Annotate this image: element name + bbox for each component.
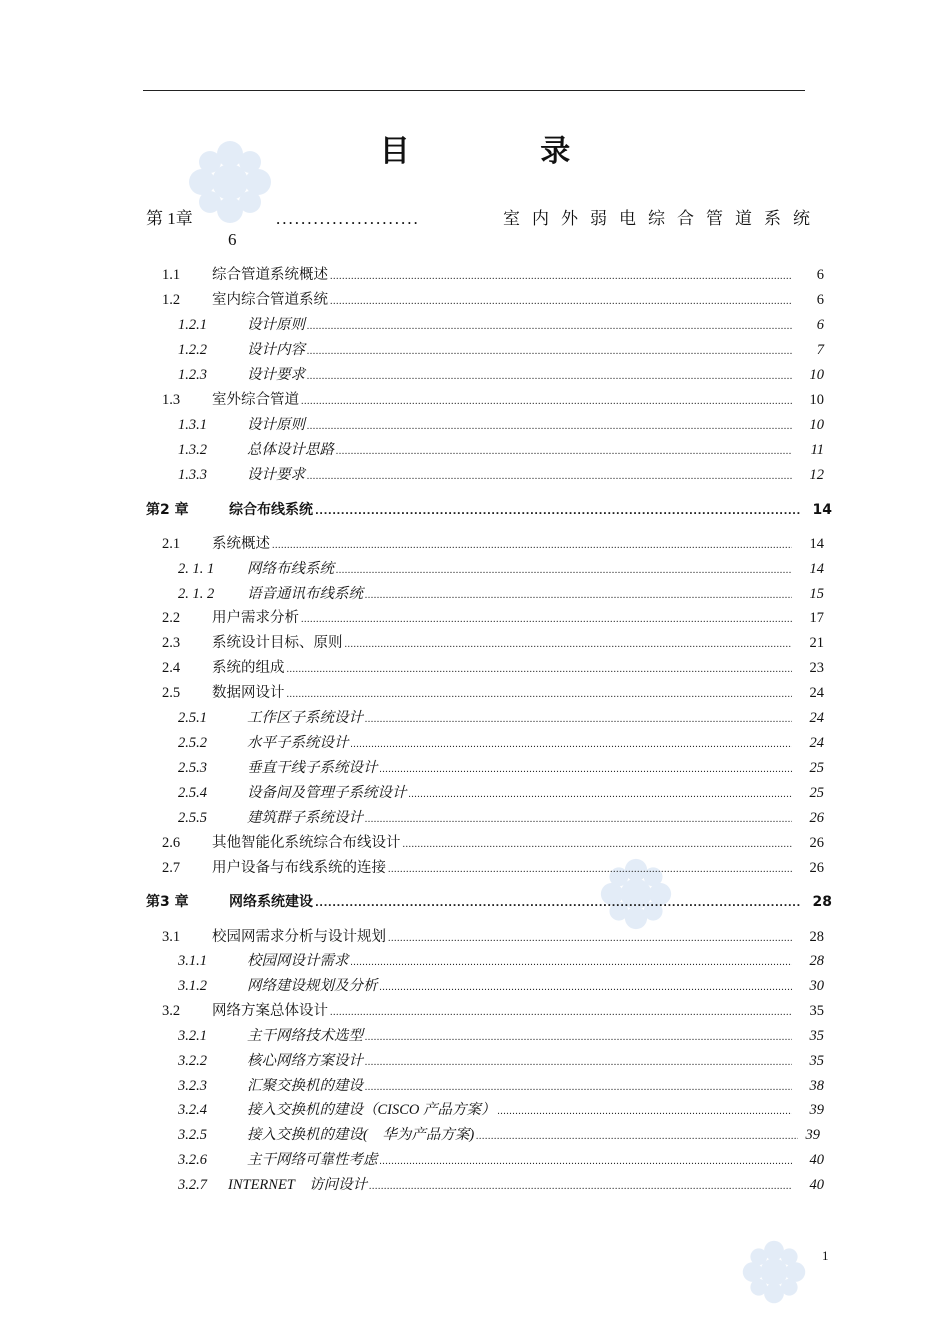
toc-entry[interactable]: 2.5 数据网设计 ..... 24 — [162, 684, 824, 702]
chapter-number: 第 1章 — [146, 209, 193, 228]
header-rule — [143, 90, 805, 91]
toc-entry[interactable]: 2.2 用户需求分析 ..... 17 — [162, 609, 824, 627]
toc-entry[interactable]: 1.2 室内综合管道系统 ..... 6 — [162, 291, 824, 309]
toc-chapter-1[interactable] — [146, 204, 822, 249]
toc-subentry[interactable]: 1.3.2 总体设计思路 ..... 11 — [178, 441, 824, 459]
chapter-title: 室内外弱电综合管道系统 — [503, 209, 822, 228]
toc-entry[interactable]: 2.7 用户设备与布线系统的连接 ..... 26 — [162, 859, 824, 877]
toc-subentry[interactable]: 2.5.1 工作区子系统设计 ..... 24 — [178, 709, 824, 727]
toc-subentry[interactable]: 2.5.2 水平子系统设计 ..... 24 — [178, 734, 824, 752]
toc-subentry[interactable]: 2.5.5 建筑群子系统设计 ..... 26 — [178, 809, 824, 827]
toc-subentry[interactable]: 2. 1. 2 语音通讯布线系统 ..... 15 — [178, 585, 824, 603]
toc-entry[interactable]: 2.4 系统的组成 ..... 23 — [162, 659, 824, 677]
toc-entry[interactable]: 1.1 综合管道系统概述 ..... 6 — [162, 266, 824, 284]
chapter-page: 6 — [228, 230, 237, 249]
toc-subentry[interactable]: 1.2.1 设计原则 ..... 6 — [178, 316, 824, 334]
toc-subentry[interactable]: 3.2.2 核心网络方案设计 ..... 35 — [178, 1052, 824, 1070]
toc-chapter-2[interactable]: 第2 章 综合布线系统 ..... 14 — [146, 501, 832, 519]
toc-subentry[interactable]: 2.5.3 垂直干线子系统设计 ..... 25 — [178, 759, 824, 777]
toc-subentry[interactable]: 3.2.4 接入交换机的建设（CISCO 产品方案） ..... 39 — [178, 1101, 824, 1119]
toc-subentry[interactable]: 1.2.2 设计内容 ..... 7 — [178, 341, 824, 359]
toc-subentry[interactable]: 3.1.2 网络建设规划及分析 ..... 30 — [178, 977, 824, 995]
page-title: 目 录 — [379, 134, 631, 169]
toc-subentry[interactable]: 2. 1. 1 网络布线系统 ..... 14 — [178, 560, 824, 578]
toc-subentry[interactable]: 3.1.1 校园网设计需求 ..... 28 — [178, 952, 824, 970]
toc-subentry[interactable]: 2.5.4 设备间及管理子系统设计 ..... 25 — [178, 784, 824, 802]
page-number: 1 — [822, 1248, 829, 1263]
toc-entry[interactable]: 1.3 室外综合管道 ..... 10 — [162, 391, 824, 409]
toc-entry[interactable]: 2.3 系统设计目标、原则 ..... 21 — [162, 634, 824, 652]
toc-subentry[interactable]: 3.2.6 主干网络可靠性考虑 ..... 40 — [178, 1151, 824, 1169]
toc-subentry[interactable]: 1.2.3 设计要求 ..... 10 — [178, 366, 824, 384]
toc-subentry[interactable]: 3.2.7 INTERNET 访问设计 ..... 40 — [178, 1176, 824, 1194]
toc-chapter-3[interactable]: 第3 章 网络系统建设 ..... 28 — [146, 893, 832, 911]
watermark-logo-icon — [742, 1240, 806, 1304]
toc-entry[interactable]: 2.6 其他智能化系统综合布线设计 ..... 26 — [162, 834, 824, 852]
toc-subentry[interactable]: 1.3.1 设计原则 ..... 10 — [178, 416, 824, 434]
toc-subentry[interactable]: 3.2.5 接入交换机的建设( 华为产品方案) ..... 39 — [178, 1126, 820, 1144]
dot-leader: ....................... — [276, 209, 420, 228]
toc-subentry[interactable]: 1.3.3 设计要求 ..... 12 — [178, 466, 824, 484]
toc-entry[interactable]: 3.2 网络方案总体设计 ..... 35 — [162, 1002, 824, 1020]
toc-entry[interactable]: 2.1 系统概述 ..... 14 — [162, 535, 824, 553]
toc-subentry[interactable]: 3.2.1 主干网络技术选型 ..... 35 — [178, 1027, 824, 1045]
toc-subentry[interactable]: 3.2.3 汇聚交换机的建设 ..... 38 — [178, 1077, 824, 1095]
toc-entry[interactable]: 3.1 校园网需求分析与设计规划 ..... 28 — [162, 928, 824, 946]
